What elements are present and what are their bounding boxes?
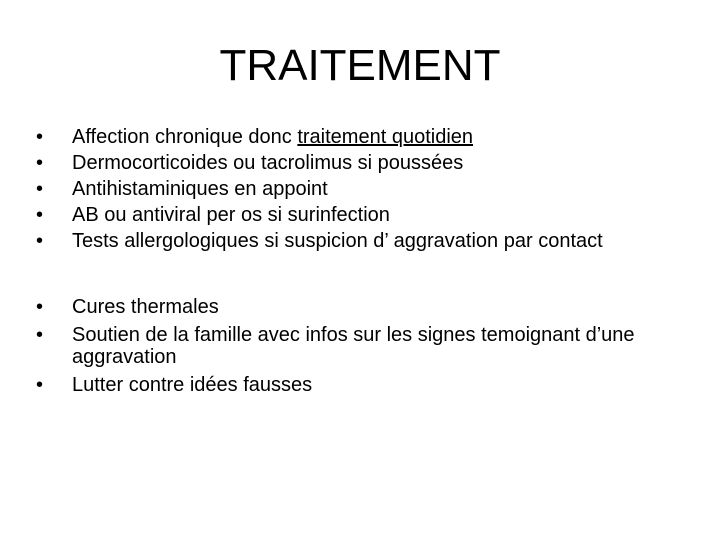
bullet-text-part: Affection chronique donc (72, 126, 298, 148)
underlined-text: traitement quotidien (297, 126, 474, 148)
bullet-item (36, 152, 676, 174)
bullet-icon: • (36, 324, 44, 346)
bullet-text: Antihistaminiques en appoint (72, 178, 328, 200)
bullet-text: Dermocorticoides ou tacrolimus si poussées (72, 152, 464, 174)
bullet-item (36, 204, 676, 226)
bullet-text: Soutien de la famille avec infos sur les signes temoignant d’une aggravation (72, 324, 635, 368)
bullet-item (36, 296, 676, 318)
slide-title: TRAITEMENT (219, 41, 501, 90)
bullet-text: Lutter contre idées fausses (72, 374, 313, 396)
bullet-icon: • (36, 230, 44, 252)
bullet-item (36, 324, 676, 368)
bullet-list (36, 126, 676, 256)
bullet-item (36, 230, 676, 252)
bullet-item (36, 126, 676, 148)
bullet-icon: • (36, 152, 44, 174)
bullet-text: Tests allergologiques si suspicion d’ aggravation par contact (72, 230, 603, 252)
bullet-icon: • (36, 126, 44, 148)
bullet-text: AB ou antiviral per os si surinfection (72, 204, 390, 226)
bullet-item (36, 178, 676, 200)
bullet-icon: • (36, 178, 44, 200)
bullet-icon: • (36, 374, 44, 396)
bullet-icon: • (36, 296, 44, 318)
bullet-list-continued (36, 296, 676, 402)
bullet-text (72, 126, 473, 148)
bullet-text: Cures thermales (72, 296, 219, 318)
bullet-item (36, 374, 676, 396)
bullet-icon: • (36, 204, 44, 226)
